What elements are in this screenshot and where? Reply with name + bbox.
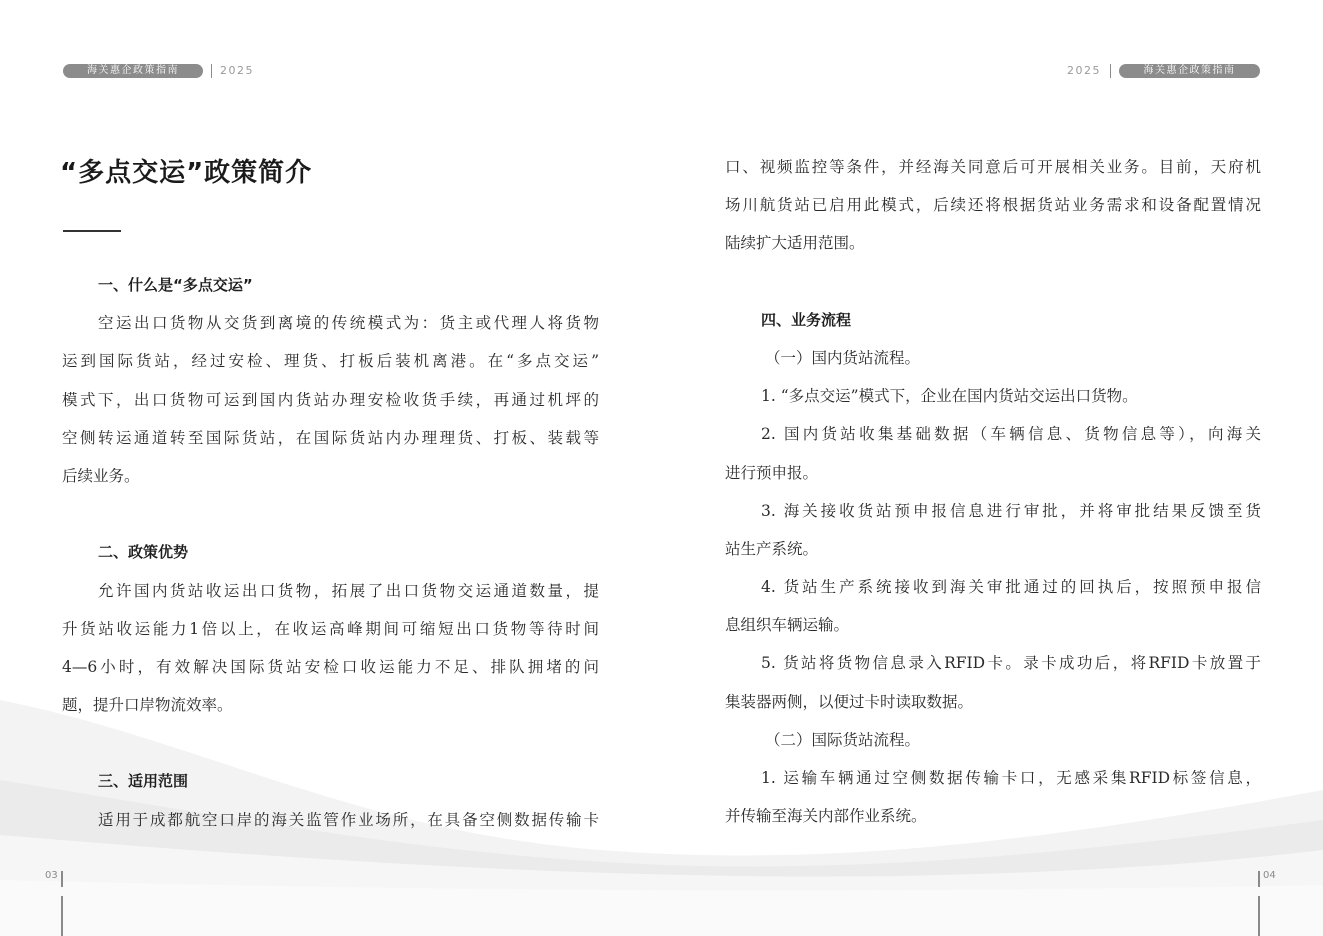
subsection-heading: （一）国内货站流程。 (765, 348, 921, 367)
body-text-line: 3. 海关接收货站预申报信息进行审批，并将审批结果反馈至货 (761, 501, 1261, 520)
header-left-pill: 海关惠企政策指南 (63, 64, 203, 78)
paragraph-gap (62, 724, 599, 762)
body-text-line: 并传输至海关内部作业系统。 (725, 807, 927, 826)
body-text-line: 1. 运输车辆通过空侧数据传输卡口，无感采集RFID标签信息， (761, 769, 1261, 787)
page-tick-right-top (1258, 871, 1260, 887)
title-underline (63, 230, 121, 232)
body-text-line: 陆续扩大适用范围。 (725, 234, 865, 253)
section-heading: 一、什么是“多点交运” (98, 276, 253, 294)
body-text-line: 1. “多点交运”模式下，企业在国内货站交运出口货物。 (761, 387, 1138, 406)
page-number-right: 04 (1263, 870, 1276, 881)
header-left-separator (211, 64, 212, 78)
page-tick-left-bottom (61, 896, 63, 936)
section-heading: 二、政策优势 (98, 543, 189, 562)
body-text-line: 进行预申报。 (725, 463, 819, 482)
body-text-line: 题，提升口岸物流效率。 (62, 696, 233, 715)
body-text-line: 模式下，出口货物可运到国内货站办理安检收货手续，再通过机坪的 (62, 390, 599, 409)
page-title: “多点交运”政策简介 (60, 158, 313, 188)
body-text-line: 运到国际货站，经过安检、理货、打板后装机离港。在“多点交运” (62, 352, 599, 371)
body-text-line: 空运出口货物从交货到离境的传统模式为：货主或代理人将货物 (98, 314, 599, 333)
header-right-year: 2025 (1067, 64, 1101, 77)
body-text-line: 4—6小时，有效解决国际货站安检口收运能力不足、排队拥堵的问 (62, 657, 599, 676)
section-heading: 三、适用范围 (98, 772, 189, 791)
right-column (725, 148, 1261, 835)
body-text-line: 2. 国内货站收集基础数据（车辆信息、货物信息等），向海关 (761, 425, 1261, 444)
subsection-heading: （二）国际货站流程。 (765, 730, 921, 749)
header-right-pill: 海关惠企政策指南 (1119, 64, 1260, 78)
paragraph-gap (725, 263, 1261, 301)
body-text-line: 4. 货站生产系统接收到海关审批通过的回执后，按照预申报信 (761, 578, 1261, 597)
body-text-line: 升货站收运能力1倍以上，在收运高峰期间可缩短出口货物等待时间 (62, 619, 599, 638)
left-column (62, 266, 599, 839)
body-text-line: 集装器两侧，以便过卡时读取数据。 (725, 692, 974, 711)
header-left-year: 2025 (220, 64, 254, 77)
body-text-line: 5. 货站将货物信息录入RFID卡。录卡成功后，将RFID卡放置于 (761, 654, 1261, 673)
body-text-line: 站生产系统。 (725, 539, 819, 558)
body-text-line: 息组织车辆运输。 (725, 616, 850, 635)
body-text-line: 空侧转运通道转至国际货站，在国际货站内办理理货、打板、装载等 (62, 428, 599, 447)
body-text-line: 场川航货站已启用此模式，后续还将根据货站业务需求和设备配置情况 (725, 196, 1261, 215)
body-text-line: 适用于成都航空口岸的海关监管作业场所，在具备空侧数据传输卡 (98, 810, 599, 829)
header-right-separator (1110, 64, 1111, 78)
body-text-line: 允许国内货站收运出口货物，拓展了出口货物交运通道数量，提 (98, 581, 599, 600)
body-text-line: 口、视频监控等条件，并经海关同意后可开展相关业务。目前，天府机 (725, 158, 1261, 176)
page-tick-right-bottom (1258, 896, 1260, 936)
page-tick-left-top (61, 871, 63, 887)
paragraph-gap (62, 495, 599, 533)
body-text-line: 后续业务。 (62, 466, 140, 485)
page-number-left: 03 (45, 870, 58, 881)
section-heading: 四、业务流程 (761, 310, 852, 329)
